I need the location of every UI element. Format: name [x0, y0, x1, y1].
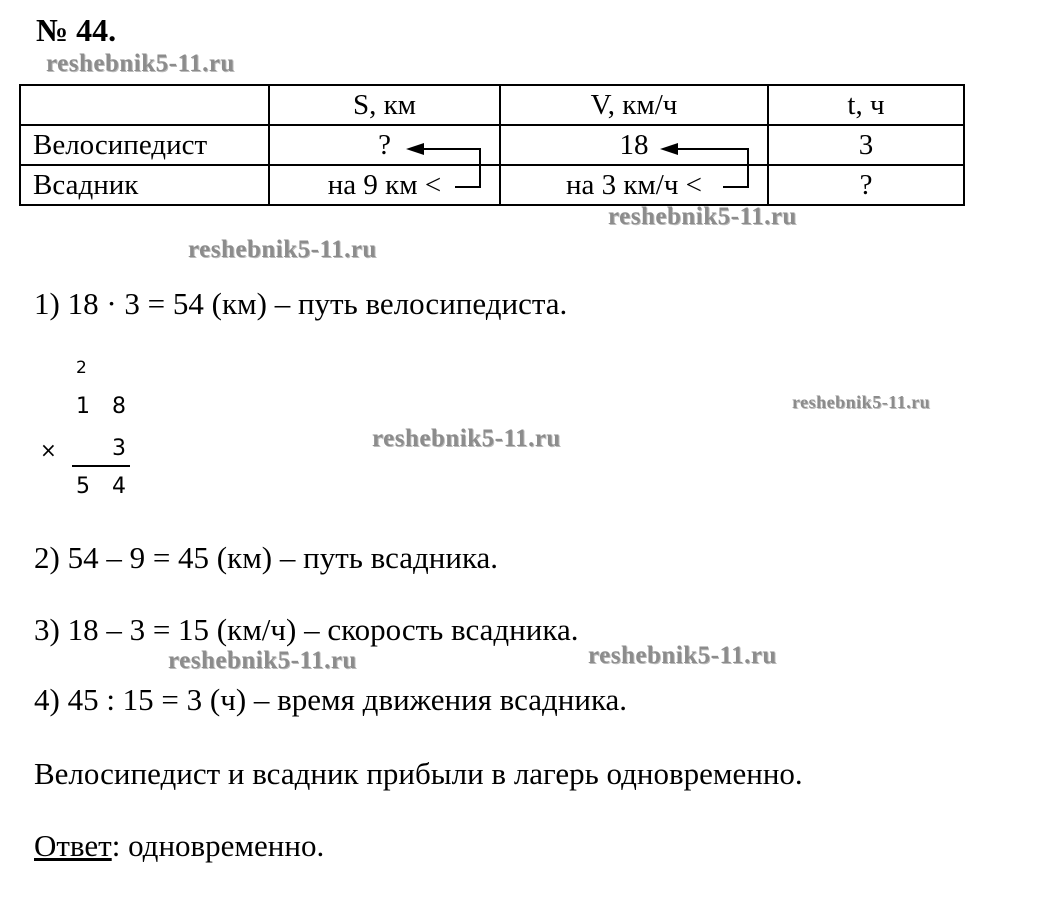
solution-step: 2) 54 – 9 = 45 (км) – путь всадника. [34, 540, 499, 575]
watermark: reshebnik5-11.ru [188, 236, 377, 263]
table-header-cell [20, 85, 269, 125]
answer [34, 828, 324, 864]
table-row [20, 165, 964, 205]
data-table [19, 84, 965, 206]
calc-carry-digit: 2 [76, 358, 87, 378]
watermark: reshebnik5-11.ru [46, 50, 235, 77]
watermark: reshebnik5-11.ru [608, 203, 797, 230]
calc-multiplicand-digit: 1 [76, 394, 90, 419]
table-header-cell: t, ч [768, 85, 964, 125]
calc-multiplicand-digit: 8 [112, 394, 126, 419]
answer-label: Ответ [34, 828, 112, 863]
table-cell: ? [768, 165, 964, 205]
calc-result-digit: 5 [76, 474, 90, 499]
table-cell: на 3 км/ч < [500, 165, 768, 205]
solution-step: 4) 45 : 15 = 3 (ч) – время движения всадника. [34, 682, 628, 717]
watermark: reshebnik5-11.ru [372, 425, 561, 452]
table-cell: 3 [768, 125, 964, 165]
table-row [20, 125, 964, 165]
conclusion: Велосипедист и всадник прибыли в лагерь одновременно. [34, 756, 803, 791]
solution-step: 1) 18 · 3 = 54 (км) – путь велосипедиста. [34, 286, 568, 321]
table-header-cell: S, км [269, 85, 500, 125]
table-cell: Велосипедист [20, 125, 269, 165]
table-cell: на 9 км < [269, 165, 500, 205]
answer-text: : одновременно. [111, 828, 325, 863]
watermark: reshebnik5-11.ru [168, 647, 357, 674]
calc-result-digit: 4 [112, 474, 126, 499]
table-header-row [20, 85, 964, 125]
multiply-sign: × [40, 438, 57, 462]
table-header-cell: V, км/ч [500, 85, 768, 125]
watermark: reshebnik5-11.ru [588, 642, 777, 669]
watermark: reshebnik5-11.ru [792, 392, 931, 412]
problem-number: № 44. [36, 12, 117, 48]
table-cell: Всадник [20, 165, 269, 205]
calc-underline [72, 465, 130, 467]
table-cell: 18 [500, 125, 768, 165]
calc-multiplier-digit: 3 [112, 436, 126, 461]
table-cell: ? [269, 125, 500, 165]
solution-step: 3) 18 – 3 = 15 (км/ч) – скорость всадника. [34, 612, 579, 647]
